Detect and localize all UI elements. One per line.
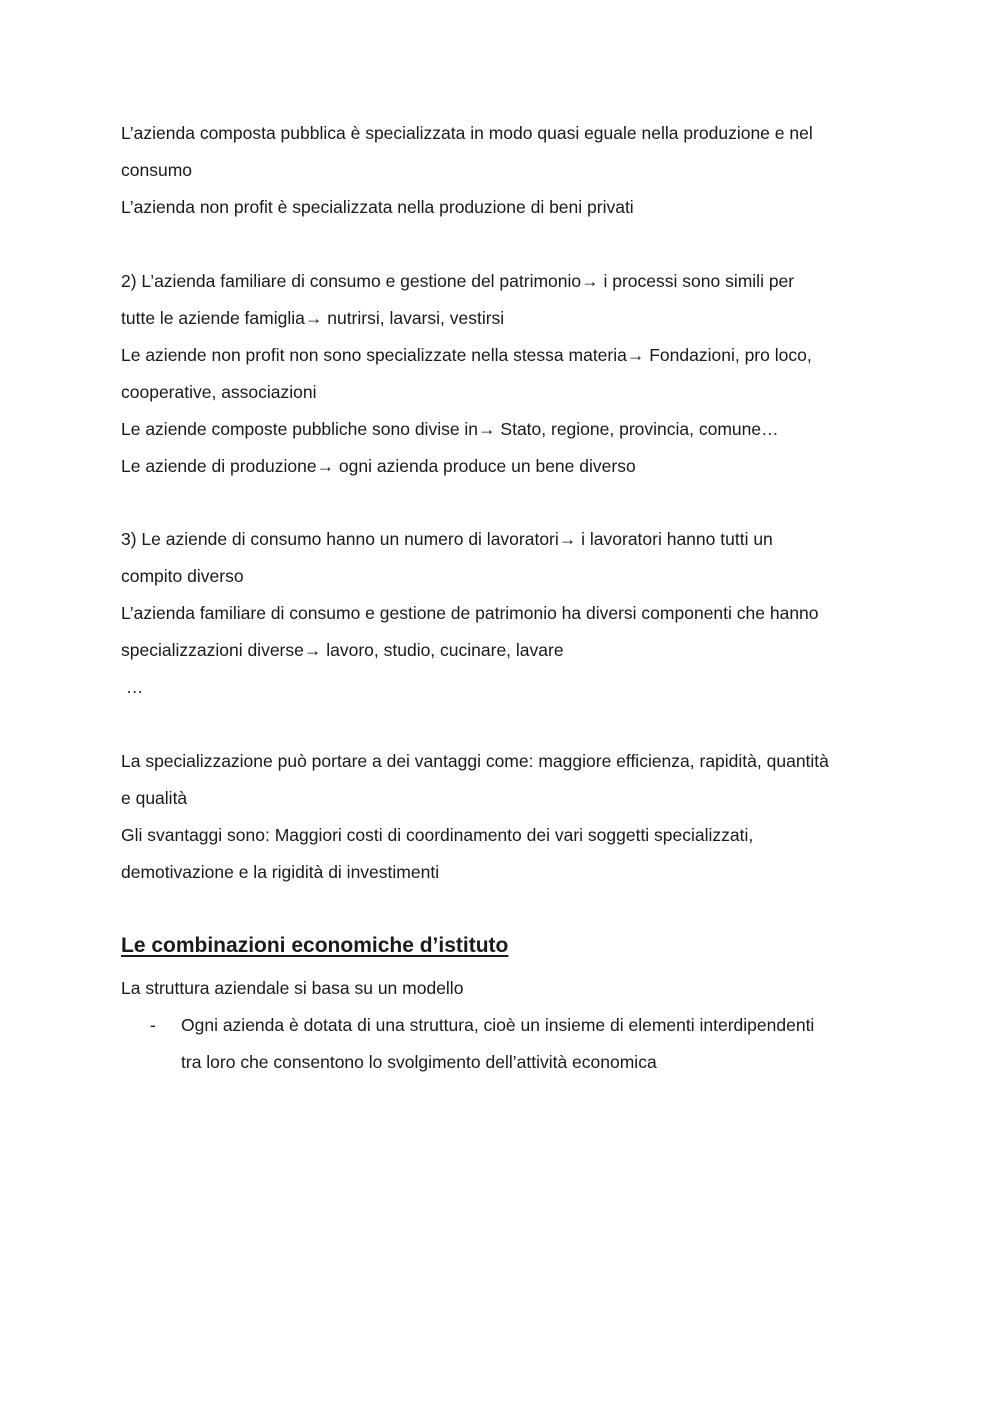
text-line: La specializzazione può portare a dei vantaggi come: maggiore efficienza, rapidità, quantità [121,751,829,771]
text-line: demotivazione e la rigidità di investimenti [121,862,440,882]
text-line: L’azienda non profit è specializzata nella produzione di beni privati [121,197,634,217]
text-line: consumo [121,160,193,180]
section-intro: La struttura aziendale si basa su un modello [121,978,464,998]
text-line: Le aziende non profit non sono specializzate nella stessa materia→ Fondazioni, pro loco, [121,345,812,365]
bullet-text-line: tra loro che consentono lo svolgimento dell’attività economica [181,1052,657,1072]
text-line: compito diverso [121,566,244,586]
text-line: 2) L’azienda familiare di consumo e gestione del patrimonio→ i processi sono simili per [121,271,795,291]
text-line: cooperative, associazioni [121,382,317,402]
section-heading: Le combinazioni economiche d’istituto [121,934,509,957]
bullet-text-line: Ogni azienda è dotata di una struttura, cioè un insieme di elementi interdipendenti [181,1015,815,1035]
text-line: e qualità [121,788,188,808]
text-line: tutte le aziende famiglia→ nutrirsi, lavarsi, vestirsi [121,308,505,328]
text-line: 3) Le aziende di consumo hanno un numero di lavoratori→ i lavoratori hanno tutti un [121,529,773,549]
text-line: Le aziende composte pubbliche sono divise in→ Stato, regione, provincia, comune… [121,419,779,439]
text-line: Gli svantaggi sono: Maggiori costi di coordinamento dei vari soggetti specializzati, [121,825,754,845]
text-line: specializzazioni diverse→ lavoro, studio, cucinare, lavare [121,640,564,660]
text-line: L’azienda familiare di consumo e gestione de patrimonio ha diversi componenti che hanno [121,603,819,623]
text-line: L’azienda composta pubblica è specializzata in modo quasi eguale nella produzione e nel [121,123,813,143]
text-line: Le aziende di produzione→ ogni azienda produce un bene diverso [121,456,636,476]
text-line: … [121,677,144,697]
bullet-marker: - [150,1015,156,1035]
